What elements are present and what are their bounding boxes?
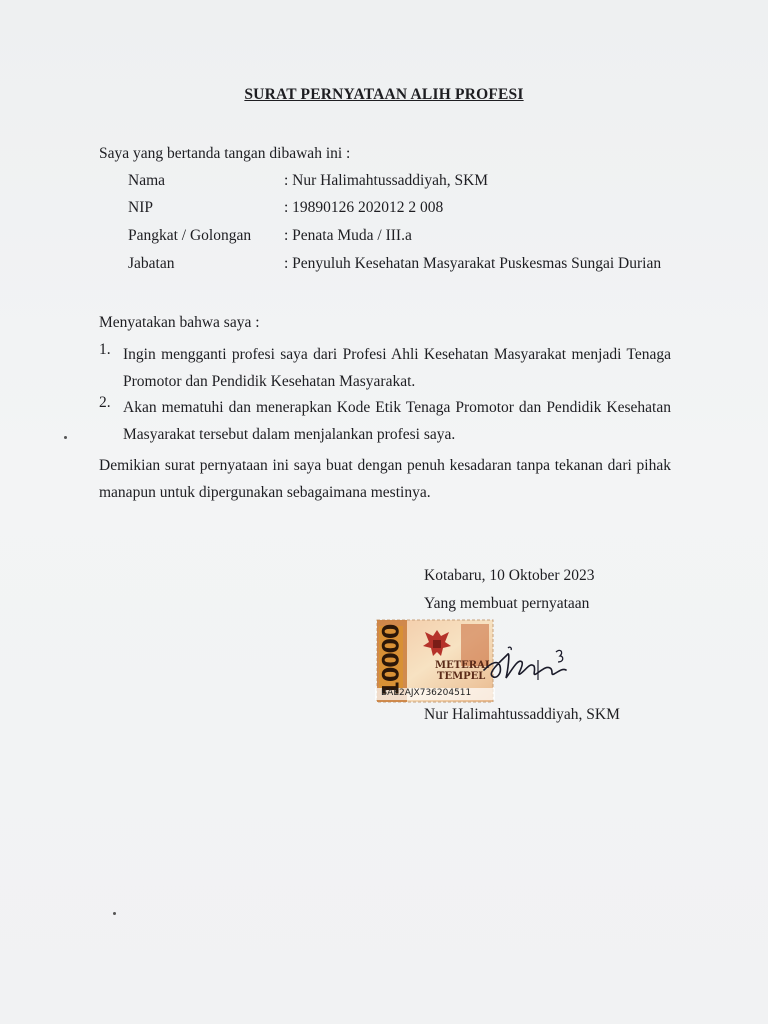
paper-speck xyxy=(113,912,116,915)
list-item-number: 2. xyxy=(99,394,111,411)
place-date: Kotabaru, 10 Oktober 2023 xyxy=(424,567,595,584)
intro-text: Saya yang bertanda tangan dibawah ini : xyxy=(99,145,351,162)
signer-role: Yang membuat pernyataan xyxy=(424,595,590,612)
closing-paragraph: Demikian surat pernyataan ini saya buat dengan penuh kesadaran tanpa tekanan dari pihak manapun untuk dipergunakan sebagaimana mestinya. xyxy=(99,457,671,501)
field-value-pangkat: : Penata Muda / III.a xyxy=(284,227,412,244)
field-value-jabatan: : Penyuluh Kesehatan Masyarakat Puskesmas Sungai Durian xyxy=(284,255,662,272)
list-item-text: Ingin mengganti profesi saya dari Profesi Ahli Kesehatan Masyarakat menjadi Tenaga Promotor dan Pendidik Kesehatan Masyarakat. xyxy=(123,346,671,390)
field-label-nama: Nama xyxy=(128,172,166,189)
paper-speck xyxy=(64,436,67,439)
stamp-serial: BAE2AJX736204511 xyxy=(381,688,472,698)
signer-name: Nur Halimahtussaddiyah, SKM xyxy=(424,706,620,723)
list-item-text: Akan mematuhi dan menerapkan Kode Etik Tenaga Promotor dan Pendidik Kesehatan Masyarakat tersebut dalam menjalankan profesi saya. xyxy=(123,399,671,443)
list-item-number: 1. xyxy=(99,341,111,358)
field-value-nama: : Nur Halimahtussaddiyah, SKM xyxy=(284,172,489,189)
statement-intro: Menyatakan bahwa saya : xyxy=(99,314,260,331)
handwritten-signature xyxy=(478,640,578,690)
field-label-nip: NIP xyxy=(128,199,153,216)
stamp-label-2: TEMPEL xyxy=(437,671,486,682)
document-title: SURAT PERNYATAAN ALIH PROFESI xyxy=(244,86,524,103)
field-label-pangkat: Pangkat / Golongan xyxy=(128,227,252,244)
stamp-label-1: METERAI xyxy=(435,660,490,671)
meterai-stamp xyxy=(375,618,495,704)
field-label-jabatan: Jabatan xyxy=(128,255,175,272)
stamp-value: 10000 xyxy=(379,624,405,696)
field-value-nip: : 19890126 202012 2 008 xyxy=(284,199,444,216)
